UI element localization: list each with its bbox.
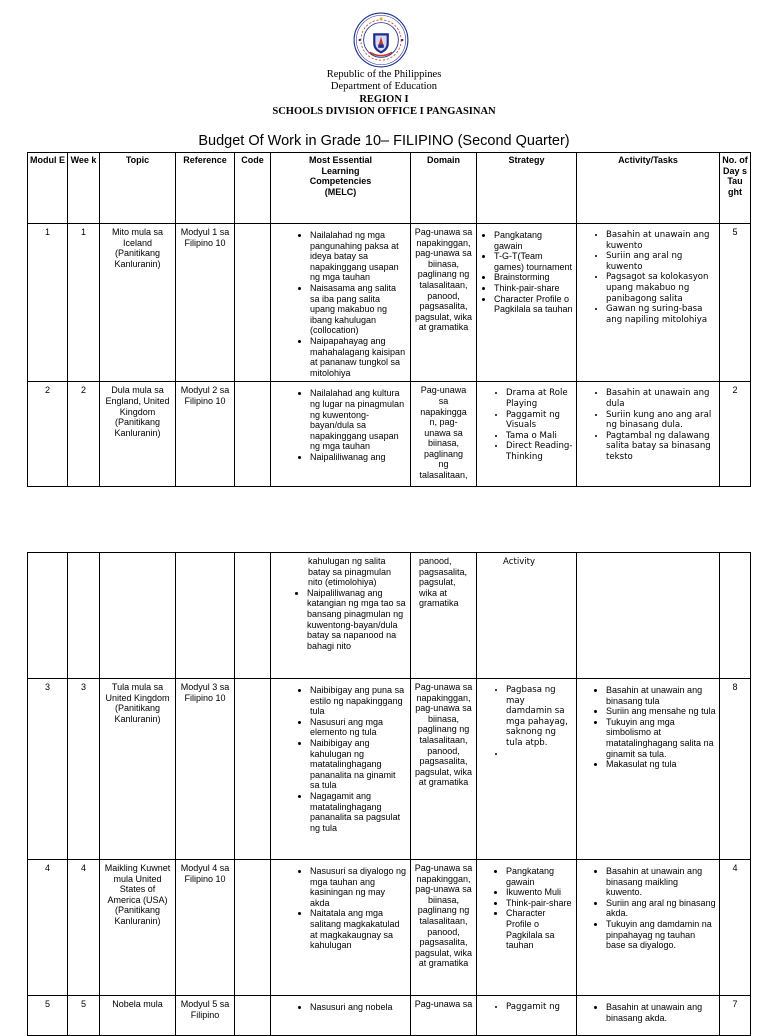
cell-reference: Modyul 1 sa Filipino 10 (176, 224, 235, 382)
activity-item: • Basahin at unawain ang binasang maikling kuwento. (606, 866, 716, 898)
cell-activity (577, 553, 720, 679)
cell-melc (271, 996, 411, 1036)
activity-item: • Pagsagot sa kolokasyon upang makabuo ng panibagong salita (606, 272, 716, 304)
strategy-item: • Ikuwento Muli (506, 887, 573, 898)
strategy-item: • Direct Reading-Thinking (506, 441, 573, 462)
cell-topic: Maikling Kuwnet mula United States of America (USA) (Panitikang Kanluranin) (100, 860, 176, 996)
cell-module (28, 553, 68, 679)
strategy-item: • Pangkatang gawain (494, 230, 573, 251)
melc-item: • Nasusuri ang nobela (310, 1002, 407, 1013)
cell-strategy (477, 224, 577, 382)
cell-strategy (477, 553, 577, 679)
table-row (28, 224, 751, 382)
melc-item: • Nagagamit ang matatalinghagang pananalita sa pagsulat ng tula (310, 791, 407, 833)
cell-days: 5 (720, 224, 751, 382)
melc-continuation: kahulugan ng salita batay sa pinagmulan nito (etimolohiya) (308, 556, 392, 588)
strategy-item: • Pangkatang gawain (506, 866, 573, 887)
cell-domain: Pag-unawa sa napakingga n, pag-unawa sa biinasa, paglinang ng talasalitaan, (411, 382, 477, 487)
cell-topic: Tula mula sa United Kingdom (Panitikang Kanluranin) (100, 679, 176, 860)
table-row (28, 382, 751, 487)
cell-days: 8 (720, 679, 751, 860)
cell-domain: Pag-unawa sa napakinggan, pag-unawa sa biinasa, paglinang ng talasalitaan, panood, pagsasalita, pagsulat, wika at gramatika (411, 860, 477, 996)
department-text: Department of Education (330, 81, 438, 92)
cell-module: 1 (28, 224, 68, 382)
strategy-item: • T-G-T(Team games) tournament (494, 251, 573, 272)
table-header-row (28, 153, 751, 224)
col-header-strategy: Strategy (477, 153, 577, 224)
strategy-item: • Character Profile o Pagkilala sa tauhan (506, 908, 573, 950)
republic-text: Republic of the Philippines (326, 69, 442, 80)
cell-strategy (477, 382, 577, 487)
cell-reference: Modyul 2 sa Filipino 10 (176, 382, 235, 487)
activity-item: • Basahin at unawain ang binasang tula (606, 685, 716, 706)
strategy-item: • Brainstorming (494, 272, 573, 283)
strategy-item (506, 749, 573, 759)
cell-week: 1 (68, 224, 100, 382)
col-header-reference: Reference (176, 153, 235, 224)
cell-week: 4 (68, 860, 100, 996)
cell-domain: Pag-unawa sa (411, 996, 477, 1036)
table-row (28, 996, 751, 1036)
cell-module: 3 (28, 679, 68, 860)
melc-item: • Naibibigay ang puna sa estilo ng napakinggang tula (310, 685, 407, 717)
cell-days (720, 553, 751, 679)
cell-module: 5 (28, 996, 68, 1036)
col-header-domain: Domain (411, 153, 477, 224)
melc-item: • Naibibigay ang kahulugan ng matatalinghagang pananalita na ginamit sa tula (310, 738, 407, 791)
melc-item: • Naitatala ang mga salitang magkakatulad at magkakaugnay sa kahulugan (310, 908, 407, 950)
cell-code (235, 224, 271, 382)
cell-strategy (477, 996, 577, 1036)
cell-week: 2 (68, 382, 100, 487)
strategy-item: • Paggamit ng (506, 1002, 573, 1013)
table-row (28, 860, 751, 996)
cell-topic: Dula mula sa England, United Kingdom (Panitikang Kanluranin) (100, 382, 176, 487)
cell-week: 5 (68, 996, 100, 1036)
col-header-topic: Topic (100, 153, 176, 224)
cell-code (235, 996, 271, 1036)
cell-code (235, 382, 271, 487)
col-header-code: Code (235, 153, 271, 224)
cell-activity (577, 224, 720, 382)
cell-module: 4 (28, 860, 68, 996)
activity-item: • Basahin at unawain ang dula (606, 388, 716, 409)
cell-topic: Nobela mula (100, 996, 176, 1036)
activity-item: • Suriin kung ano ang aral ng binasang dula. (606, 410, 716, 431)
cell-reference: Modyul 4 sa Filipino 10 (176, 860, 235, 996)
cell-activity (577, 860, 720, 996)
cell-domain: Pag-unawa sa napakinggan, pag-unawa sa biinasa, paglinang ng talasalitaan, panood, pagsasalita, pagsulat, wika at gramatika (411, 679, 477, 860)
cell-activity (577, 996, 720, 1036)
cell-activity (577, 679, 720, 860)
activity-item: • Tukuyin ang damdamin na pinpahayag ng tauhan base sa diyalogo. (606, 919, 716, 951)
document-title: Budget Of Work in Grade 10– FILIPINO (Second Quarter) (198, 133, 570, 149)
melc-item: • Naisasama ang salita sa iba pang salita upang makabuo ng ibang kahulugan (collocation) (310, 283, 407, 336)
cell-days: 7 (720, 996, 751, 1036)
cell-topic (100, 553, 176, 679)
deped-seal-logo (353, 12, 409, 68)
strategy-item: • Drama at Role Playing (506, 388, 573, 409)
cell-domain: Pag-unawa sa napakinggan, pag-unawa sa biinasa, paglinang ng talasalitaan, panood, pagsasalita, pagsulat, wika at gramatika (411, 224, 477, 382)
melc-item: • Nasusuri ang mga elemento ng tula (310, 717, 407, 738)
cell-melc (271, 224, 411, 382)
melc-item: • Nailalahad ng mga pangunahing paksa at ideya batay sa napakinggang usapan ng mga tauhan (310, 230, 407, 283)
activity-item: • Basahin at unawain ang binasang akda. (606, 1002, 716, 1023)
col-header-days: No. of Day s Tau ght (720, 153, 751, 224)
cell-activity (577, 382, 720, 487)
activity-item: • Suriin ang mensahe ng tula (606, 706, 716, 717)
cell-code (235, 553, 271, 679)
activity-item: • Suriin ang aral ng binasang akda. (606, 898, 716, 919)
cell-code (235, 860, 271, 996)
col-header-module: Modul E (28, 153, 68, 224)
budget-table-part-1 (27, 152, 751, 487)
cell-melc (271, 553, 411, 679)
cell-topic: Mito mula sa Iceland (Panitikang Kanluranin) (100, 224, 176, 382)
col-header-week: Wee k (68, 153, 100, 224)
cell-days: 4 (720, 860, 751, 996)
cell-days: 2 (720, 382, 751, 487)
activity-item: • Suriin ang aral ng kuwento (606, 251, 716, 272)
cell-reference: Modyul 3 sa Filipino 10 (176, 679, 235, 860)
melc-item: • Naipaliliwanag ang (310, 452, 407, 463)
col-header-melc: Most Essential Learning Competencies (MELC) (271, 153, 411, 224)
region-text: REGION I (359, 94, 409, 105)
melc-item: • Nasusuri sa diyalogo ng mga tauhan ang kasiningan ng may akda (310, 866, 407, 908)
activity-item: • Pagtambal ng dalawang salita batay sa binasang teksto (606, 431, 716, 463)
activity-item: • Makasulat ng tula (606, 759, 716, 770)
strategy-item: • Pagbasa ng may damdamin sa mga pahayag, saknong ng tula atpb. (506, 685, 573, 749)
cell-melc (271, 860, 411, 996)
cell-code (235, 679, 271, 860)
activity-item: • Basahin at unawain ang kuwento (606, 230, 716, 251)
col-header-activity: Activity/Tasks (577, 153, 720, 224)
table-row (28, 679, 751, 860)
table-row (28, 553, 751, 679)
cell-week (68, 553, 100, 679)
cell-melc (271, 382, 411, 487)
cell-reference: Modyul 5 sa Filipino (176, 996, 235, 1036)
melc-item: • Nailalahad ang kultura ng lugar na pinagmulan ng kuwentong-bayan/dula sa napakinggang usapan ng mga tauhan (310, 388, 407, 452)
cell-reference (176, 553, 235, 679)
cell-domain: panood, pagsasalita, pagsulat, wika at gramatika (411, 553, 477, 679)
activity-item: • Tukuyin ang mga simbolismo at matatalinghagang salita na ginamit sa tula. (606, 717, 716, 759)
budget-table-part-2 (27, 552, 751, 1036)
strategy-item: • Think-pair-share (506, 898, 573, 909)
melc-item: • Naipapahayag ang mahahalagang kaisipan at pananaw tungkol sa mitolohiya (310, 336, 407, 378)
strategy-item: • Character Profile o Pagkilala sa tauhan (494, 294, 573, 315)
cell-week: 3 (68, 679, 100, 860)
cell-module: 2 (28, 382, 68, 487)
strategy-item: • Paggamit ng Visuals (506, 410, 573, 431)
cell-strategy (477, 860, 577, 996)
melc-item: • Naipaliliwanag ang katangian ng mga tao sa bansang pinagmulan ng kuwentong-bayan/dula batay sa napanood na bahagi nito (307, 588, 407, 652)
activity-item: • Gawan ng suring-basa ang napiling mitolohiya (606, 304, 716, 325)
division-text: SCHOOLS DIVISION OFFICE I PANGASINAN (272, 106, 496, 117)
strategy-item: • Tama o Mali (506, 431, 573, 442)
cell-melc (271, 679, 411, 860)
strategy-item: • Think-pair-share (494, 283, 573, 294)
cell-strategy (477, 679, 577, 860)
strategy-continuation: Activity (503, 557, 536, 567)
